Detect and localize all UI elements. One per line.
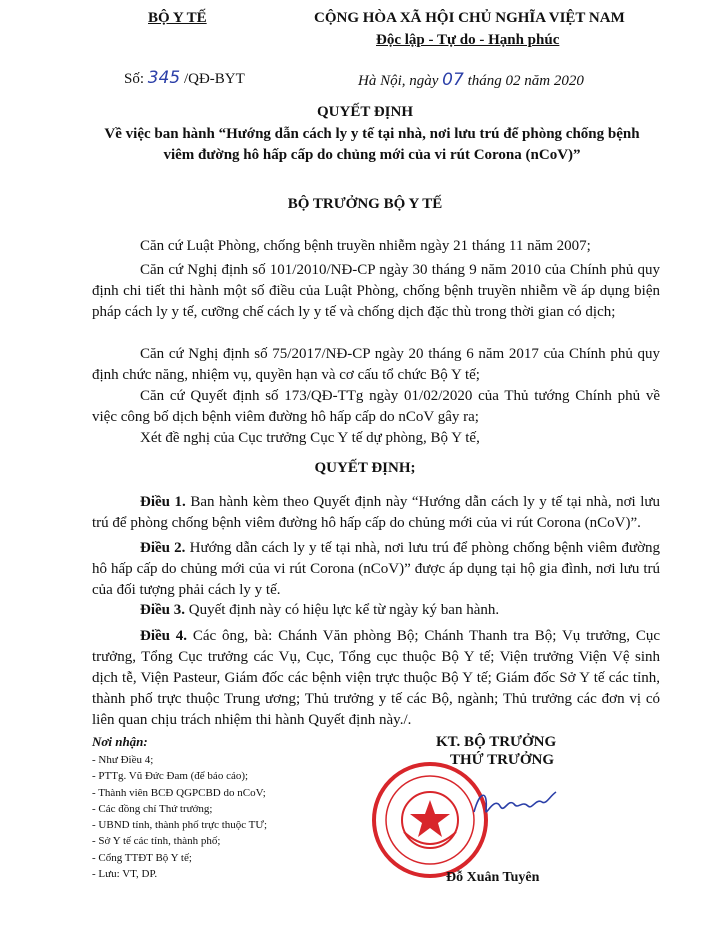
article-text: Ban hành kèm theo Quyết định này “Hướng dẫn cách ly y tế tại nhà, nơi lưu trú để phòng chống bệnh viêm đường hô hấp cấp do chủng mới của vi rút Corona (nCoV)”. [92,494,661,531]
recipients-title: Nơi nhận: [92,734,148,749]
decision-heading: QUYẾT ĐỊNH; [314,460,416,476]
recipient-item: - Sở Y tế các tỉnh, thành phố; [92,835,221,848]
basis-paragraph: Căn cứ Nghị định số 75/2017/NĐ-CP ngày 20 tháng 6 năm 2017 của Chính phủ quy định chức năng, nhiệm vụ, quyền hạn và cơ cấu tổ chức Bộ Y tế; [92,346,660,383]
basis-paragraph: Căn cứ Nghị định số 101/2010/NĐ-CP ngày 30 tháng 9 năm 2010 của Chính phủ quy định chi tiết thi hành một số điều của Luật Phòng, chống bệnh truyền nhiễm về áp dụng biện pháp cách ly y tế, cưỡng chế cách ly y tế và chống dịch đặc thù trong thời gian có dịch; [92,262,660,320]
article-label: Điều 4. [140,628,188,644]
ministry-name: BỘ Y TẾ [148,10,207,26]
date-suffix: tháng 02 năm 2020 [467,73,584,89]
country-name: CỘNG HÒA XÃ HỘI CHỦ NGHĨA VIỆT NAM [314,10,625,26]
article-text: Hướng dẫn cách ly y tế tại nhà, nơi lưu trú để phòng chống bệnh viêm đường hô hấp cấp do chủng mới của vi rút Corona (nCoV)” được áp dụng tại hộ gia đình, nơi lưu trú của đối tượng phải cách ly y tế. [92,540,661,598]
recipient-item: - Cổng TTĐT Bộ Y tế; [92,851,192,864]
signature-authority: KT. BỘ TRƯỞNG [436,734,557,750]
recipient-item: - Thành viên BCĐ QGPCBD do nCoV; [92,786,266,799]
basis-paragraph: Căn cứ Quyết định số 173/QĐ-TTg ngày 01/02/2020 của Thủ tướng Chính phủ về việc công bố dịch bệnh viêm đường hô hấp cấp do nCoV gây ra; [92,388,660,425]
article-1 [92,492,660,534]
recipient-item: - Như Điều 4; [92,754,154,766]
recipient-item: - Lưu: VT, DP. [92,868,158,881]
recipient-item: - UBND tỉnh, thành phố trực thuộc TƯ; [92,819,267,832]
article-label: Điều 3. [140,602,185,618]
issuer-title: BỘ TRƯỞNG BỘ Y TẾ [287,196,443,212]
signer-name: Đỗ Xuân Tuyên [446,870,540,885]
article-label: Điều 1. [140,494,186,510]
handwritten-signature-icon [470,784,560,824]
date-prefix: Hà Nội, ngày [358,73,439,89]
document-number [124,68,245,88]
signature-position: THỨ TRƯỞNG [450,752,555,768]
article-2 [92,538,660,601]
document-subject: Về việc ban hành “Hướng dẫn cách ly y tế tại nhà, nơi lưu trú để phòng chống bệnh viêm đường hô hấp cấp do chủng mới của vi rút Corona (nCoV)” [104,126,640,163]
article-4 [92,626,660,731]
document-number-suffix: /QĐ-BYT [183,71,245,87]
recipients-list [92,752,267,882]
article-text: Các ông, bà: Chánh Văn phòng Bộ; Chánh Thanh tra Bộ; Vụ trưởng, Cục trưởng, Tổng Cục trưởng các Vụ, Cục, Tổng cục thuộc Bộ Y tế; Viện trưởng Viện Vệ sinh dịch tễ, Viện Pasteur, Giám đốc các bệnh viện trực thuộc Bộ Y tế; Giám đốc Sở Y tế các tỉnh, thành phố trực thuộc Trung ương; Thủ trưởng y tế các Bộ, ngành; Thủ trưởng các đơn vị có liên quan chịu trách nhiệm thi hành Quyết định này./. [92,628,661,728]
issue-date [358,70,584,90]
basis-paragraph: Xét đề nghị của Cục trưởng Cục Y tế dự phòng, Bộ Y tế, [140,430,480,446]
article-label: Điều 2. [140,540,186,556]
recipient-item: - Các đồng chí Thứ trưởng; [92,802,213,815]
national-motto: Độc lập - Tự do - Hạnh phúc [376,32,560,48]
date-day: 07 [442,70,464,90]
article-text: Quyết định này có hiệu lực kể từ ngày ký ban hành. [188,602,500,618]
recipient-item: - PTTg. Vũ Đức Đam (để báo cáo); [92,770,249,783]
document-title: QUYẾT ĐỊNH [317,104,413,120]
article-3 [92,600,660,621]
basis-paragraph: Căn cứ Luật Phòng, chống bệnh truyền nhiễm ngày 21 tháng 11 năm 2007; [140,238,591,254]
document-number-value: 345 [147,68,181,88]
document-number-prefix: Số: [124,71,145,87]
